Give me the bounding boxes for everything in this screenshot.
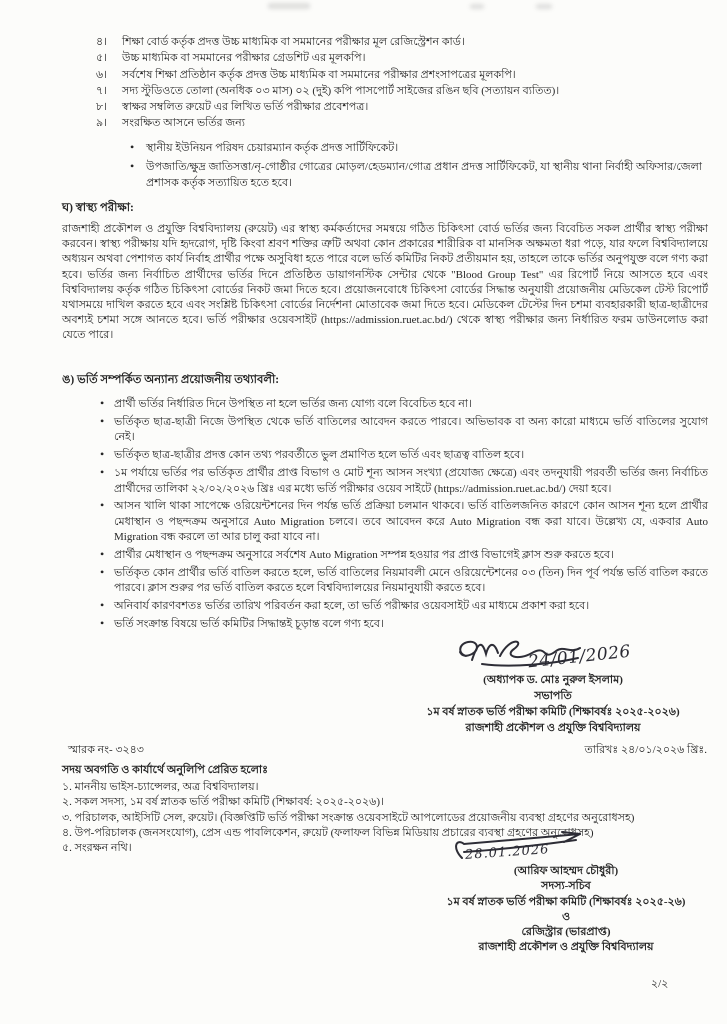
bullet-item: • ভর্তিকৃত ছাত্র-ছাত্রী নিজে উপস্থিত থেকে ভর্তি বাতিলের আবেদন করতে পারবে। অভিভাবক বা অন্য কারো মাধ্যমে ভর্তি বাতিলের সুযোগ নেই। <box>99 415 708 446</box>
registrar-designation: রেজিস্ট্রার (ভারপ্রাপ্ত) <box>521 926 611 939</box>
scan-smudge <box>470 4 484 9</box>
distribution-item: ৩. পরিচালক, আইসিটি সেল, রুয়েট। (বিজ্ঞপ্তিটি ভর্তি পরীক্ষা সংক্রান্ত ওয়েবসাইটে আপলোডের প্রয়োজনীয় ব্যবস্থা গ্রহণের অনুরোধসহ) <box>62 811 635 824</box>
distribution-item: ১. মাননীয় ভাইস-চ্যান্সেলর, অত্র বিশ্ববিদ্যালয়। <box>62 781 259 794</box>
bullet-item: • অনিবার্য কারণবশতঃ ভর্তির তারিখ পরিবর্তন করা হলে, তা ভর্তি পরীক্ষার ওয়েবসাইট এর মাধ্যমে প্রকাশ করা হবে। <box>99 599 708 614</box>
distribution-item: ৫. সংরক্ষন নথি। <box>62 842 132 855</box>
bullet-item: • প্রার্থীর মেধাস্থান ও পছন্দক্রম অনুসারে সর্বশেষ Auto Migration সম্পন্ন হওয়ার পর প্রাপ্ত বিভাগেই ক্লাস শুরু করতে হবে। <box>99 548 708 563</box>
chairman-title: সভাপতি <box>534 690 572 702</box>
item-number: ৪। <box>96 36 108 48</box>
item-number: ৯। <box>96 117 108 130</box>
item-text: সদ্য স্টুডিওতে তোলা (অনধিক ০৩ মাস) ০২ (দুই) কপি পাসপোর্ট সাইজের রঙিন ছবি (সত্যায়ন ব্যতিত)। <box>122 84 560 97</box>
list-item <box>96 67 710 83</box>
chairman-handwritten-date: 24/01/2026 <box>527 641 632 673</box>
item-number: ৮। <box>96 101 108 114</box>
distribution-list <box>62 763 712 856</box>
distribution-heading: সদয় অবগতি ও কার্যার্থে অনুলিপি প্রেরিত হলোঃ <box>62 764 268 776</box>
list-item <box>96 34 710 50</box>
bullet-item: • স্থানীয় ইউনিয়ন পরিষদ চেয়ারম্যান কর্তৃক প্রদত্ত সার্টিফিকেট। <box>128 140 702 156</box>
memo-number: স্মারক নং- ৩২৪৩ <box>68 744 144 756</box>
chairman-name: (অধ্যাপক ড. মোঃ নুরুল ইসলাম) <box>483 674 623 686</box>
list-item <box>96 115 710 131</box>
item-number: ৬। <box>96 68 108 81</box>
other-info-bullet-list <box>99 397 708 635</box>
registrar-handwritten-date: 28.01.2026 <box>464 842 550 863</box>
item-number: ৭। <box>96 84 108 97</box>
item-number: ৫। <box>96 52 108 65</box>
page-number: ২/২ <box>651 978 669 990</box>
item-text: শিক্ষা বোর্ড কর্তৃক প্রদত্ত উচ্চ মাধ্যমিক বা সমমানের পরীক্ষার মূল রেজিস্ট্রেশন কার্ড। <box>122 36 465 48</box>
registrar-university: রাজশাহী প্রকৌশল ও প্রযুক্তি বিশ্ববিদ্যালয় <box>478 941 654 954</box>
chairman-university: রাজশাহী প্রকৌশল ও প্রযুক্তি বিশ্ববিদ্যালয় <box>465 722 641 734</box>
registrar-name: (আরিফ আহম্মদ চৌধুরী) <box>513 865 619 877</box>
chairman-committee: ১ম বর্ষ স্নাতক ভর্তি পরীক্ষা কমিটি (শিক্ষাবর্ষঃ ২০২৫-২০২৬) <box>426 706 680 718</box>
registrar-committee: ১ম বর্ষ স্নাতক ভর্তি পরীক্ষা কমিটি (শিক্ষাবর্ষঃ ২০২৫-২৬) <box>446 895 686 908</box>
registrar-signature-icon <box>448 828 598 862</box>
scan-smudge <box>536 4 552 9</box>
section-heading-other-info: ঙ) ভর্তি সম্পর্কিত অন্যান্য প্রয়োজনীয় তথ্যাবলী: <box>62 374 280 386</box>
distribution-item: ৪. উপ-পরিচালক (জনসংযোগ), প্রেস এন্ড পাবলিকেশন, রুয়েট (ফলাফল বিভিন্ন মিডিয়ায় প্রচারের ব্যবস্থা গ্রহণের অনুরোধসহ) <box>62 826 594 839</box>
bullet-item: • প্রার্থী ভর্তির নির্ধারিত দিনে উপস্থিত না হলে ভর্তির জন্য যোগ্য বলে বিবেচিত হবে না। <box>99 397 708 412</box>
bullet-item: • ভর্তি সংক্রান্ত বিষয়ে ভর্তি কমিটির সিদ্ধান্তই চূড়ান্ত বলে গণ্য হবে। <box>99 617 708 632</box>
bullet-item: • উপজাতি/ক্ষুদ্র জাতিসত্তা/নৃ-গোষ্ঠীর গোত্রের মোড়ল/হেডম্যান/গোত্র প্রধান প্রদত্ত সার্টিফিকেট, যা স্থানীয় থানা নির্বাহী অফিসার/জেলা প্রশাসক কর্তৃক সত্যায়িত হতে হবে। <box>128 159 702 191</box>
list-item <box>96 99 710 115</box>
bullet-item: • আসন খালি থাকা সাপেক্ষে ওরিয়েন্টশনের দিন পর্যন্ত ভর্তি প্রক্রিয়া চলমান থাকবে। ভর্তি বাতিলজনিত কারণে কোন আসন শূন্য হলে প্রার্থীর মেধাস্থান ও পছন্দক্রম অনুসারে Auto Migration চলবে। তবে আবেদন করে Auto Migration বন্ধ করা যাবে। উল্লেখ্য যে, একবার Auto Migration বন্ধ করলে তা আর চালু করা যাবে না। <box>99 499 708 545</box>
chairman-signature-block <box>386 672 720 736</box>
item-text: সংরক্ষিত আসনে ভর্তির জন্য <box>122 117 245 130</box>
section-heading-health: ঘ) স্বাস্থ্য পরীক্ষা: <box>62 202 134 214</box>
registrar-signature-block <box>396 864 727 956</box>
list-item <box>96 50 710 66</box>
bullet-item: • ভর্তিকৃত কোন প্রার্থীর ভর্তি বাতিল করতে হলে, ভর্তি বাতিলের নিয়মাবলী মেনে ওরিয়েন্টেশনের ০৩ (তিন) দিন পূর্ব পর্যন্ত ভর্তি বাতিল করতে পারবে। ক্লাস শুরুর পর ভর্তি বাতিল করতে হলে বিশ্ববিদ্যালয়ের নিয়মানুযায়ী করতে হবে। <box>99 566 708 597</box>
health-section-paragraph: রাজশাহী প্রকৌশল ও প্রযুক্তি বিশ্ববিদ্যালয় (রুয়েট) এর স্বাস্থ্য কর্মকর্তাদের সমন্বয়ে গঠিত চিকিৎসা বোর্ড ভর্তির জন্য বিবেচিত সকল প্রার্থীর স্বাস্থ্য পরীক্ষা করবেন। স্বাস্থ্য পরীক্ষায় যদি হৃদরোগ, দৃষ্টি কিংবা শ্রবণ শক্তির ত্রুটি অথবা কোন প্রকারের শারীরিক বা মানসিক অক্ষমতা ধরা পড়ে, যার ফলে বিশ্ববিদ্যালয়ে অধ্যয়ন অথবা পেশাগত কার্য নির্বাহ প্রার্থীর পক্ষে অসুবিধা হতে পারে বলে ভর্তি কমিটির নিকট প্রতীয়মান হয়, তাহলে তাকে ভর্তির অনুপযুক্ত বলে গণ্য করা হবে। ভর্তির জন্য নির্বাচিত প্রার্থীদের ভর্তির দিনে প্রতিষ্ঠিত ডায়াগনস্টিক সেন্টার থেকে "Blood Group Test" এর রিপোর্ট নিয়ে আসতে হবে এবং বিশ্ববিদ্যালয় কর্তৃক গঠিত চিকিৎসা বোর্ডের নিকট জমা দিতে হবে। প্রয়োজনবোধে চিকিৎসা বোর্ডের সিদ্ধান্ত অনুযায়ী প্রয়োজনীয় মেডিকেল টেস্ট রিপোর্ট যথাসময়ে দাখিল করতে হবে এবং সংশ্লিষ্ট চিকিৎসা বোর্ডের নির্দেশনা মোতাবেক জমা দিতে হবে। মেডিকেল টেস্টের দিন চশমা ব্যবহারকারী ছাত্র-ছাত্রীদের অবশ্যই চশমা সঙ্গে আনতে হবে। ভর্তি পরীক্ষার ওয়েবসাইট (https://admission.ruet.ac.bd/) থেকে স্বাস্থ্য পরীক্ষার জন্য নির্ধারিত ফরম ডাউনলোড করা যেতে পারে। <box>62 223 708 342</box>
memo-date: তারিখঃ ২৪/০১/২০২৬ খ্রিঃ. <box>584 744 707 756</box>
registrar-title: সদস্য-সচিব <box>541 880 591 893</box>
conjunction-text: ও <box>561 910 571 923</box>
bullet-item: • ১ম পর্যায়ে ভর্তির পর ভর্তিকৃত প্রার্থীর প্রাপ্ত বিভাগ ও মোট শূন্য আসন সংখ্যা (প্রযোজ্য ক্ষেত্রে) এবং তদনুযায়ী পরবর্তী ভর্তির জন্য নির্বাচিত প্রার্থীদের তালিকা ২২/০২/২০২৬ খ্রিঃ এর মধ্যে ভর্তি পরীক্ষার ওয়েব সাইটে (https://admission.ruet.ac.bd/) দেয়া হবে। <box>99 466 708 497</box>
item-text: উচ্চ মাধ্যমিক বা সমমানের পরীক্ষার গ্রেডশিট এর মূলকপি। <box>122 52 366 65</box>
list-item <box>96 83 710 99</box>
distribution-item: ২. সকল সদস্য, ১ম বর্ষ স্নাতক ভর্তি পরীক্ষা কমিটি (শিক্ষাবর্ষ: ২০২৫-২০২৬)। <box>62 796 384 809</box>
item-text: স্বাক্ষর সম্বলিত রুয়েট এর লিখিত ভর্তি পরীক্ষার প্রবেশপত্র। <box>122 101 369 114</box>
memo-row <box>68 741 707 760</box>
bullet-item: • ভর্তিকৃত ছাত্র-ছাত্রীর প্রদত্ত কোন তথ্য পরবর্তীতে ভুল প্রমাণিত হলে ভর্তি এবং ছাত্রত্ব বাতিল হবে। <box>99 448 708 463</box>
reserved-seat-sub-bullets <box>128 140 702 195</box>
scan-smudge <box>268 3 310 9</box>
document-checklist <box>96 34 710 132</box>
item-text: সর্বশেষ শিক্ষা প্রতিষ্ঠান কর্তৃক প্রদত্ত উচ্চ মাধ্যমিক বা সমমানের পরীক্ষার প্রশংসাপত্রের মূলকপি। <box>122 68 516 81</box>
